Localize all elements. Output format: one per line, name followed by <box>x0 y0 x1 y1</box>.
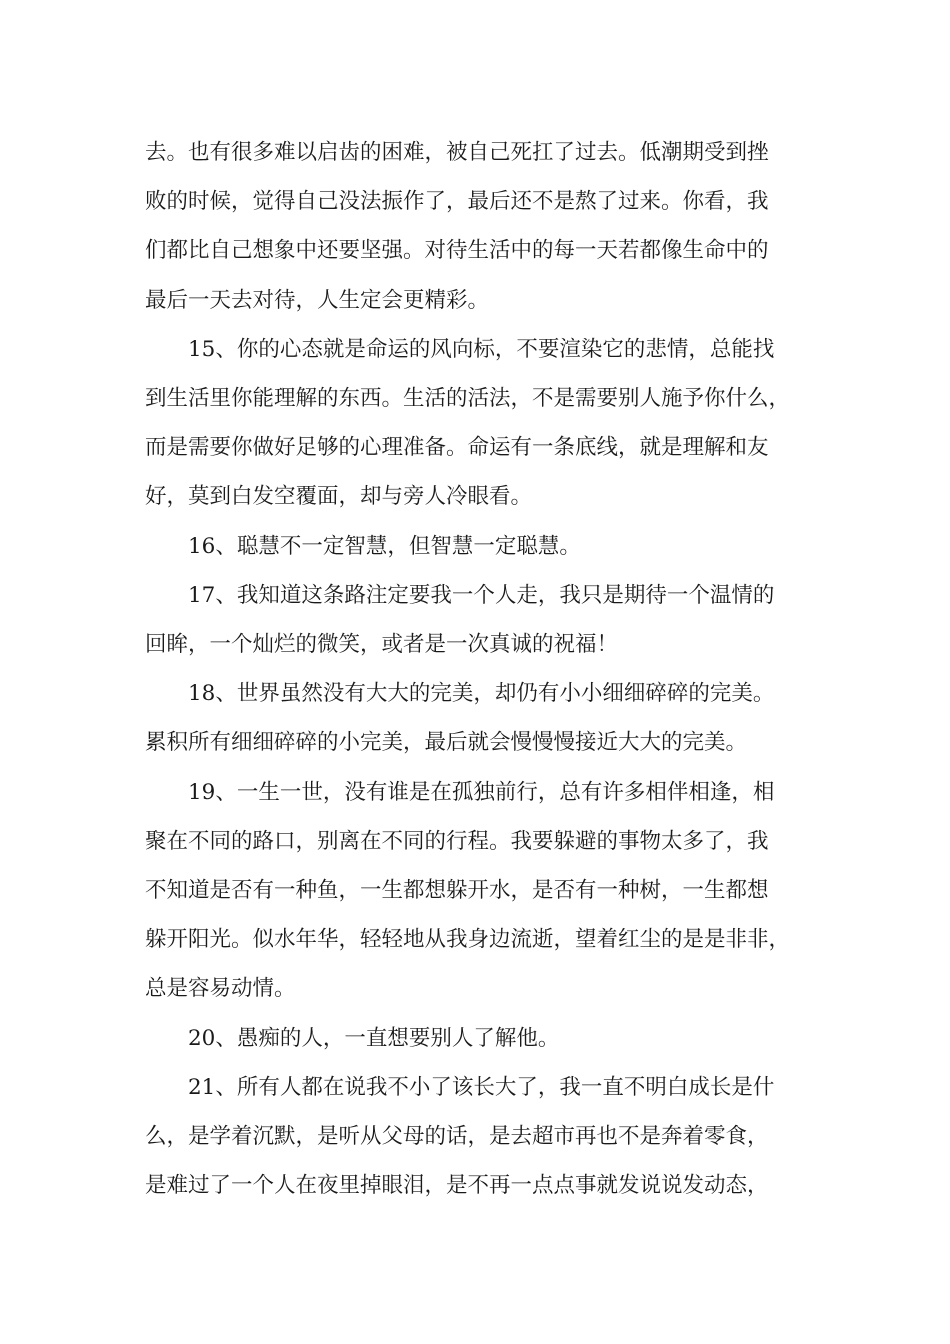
text-line: 不知道是否有一种鱼，一生都想躲开水，是否有一种树，一生都想 <box>145 878 769 904</box>
text-line: 20、愚痴的人，一直想要别人了解他。 <box>188 1025 560 1051</box>
text-line: 15、你的心态就是命运的风向标，不要渲染它的悲情，总能找 <box>188 336 775 362</box>
text-line: 回眸，一个灿烂的微笑，或者是一次真诚的祝福！ <box>145 632 619 658</box>
paragraph-21 <box>145 1063 825 1211</box>
text-line: 17、我知道这条路注定要我一个人走，我只是期待一个温情的 <box>188 582 775 608</box>
paragraph-19 <box>145 768 825 1014</box>
text-line: 18、世界虽然没有大大的完美，却仍有小小细细碎碎的完美。 <box>188 681 775 707</box>
paragraph-18 <box>145 669 825 767</box>
paragraph-continued <box>145 128 825 325</box>
text-line: 到生活里你能理解的东西。生活的活法，不是需要别人施予你什么， <box>145 386 791 412</box>
text-line: 好，莫到白发空覆面，却与旁人冷眼看。 <box>145 484 533 510</box>
text-line: 们都比自己想象中还要坚强。对待生活中的每一天若都像生命中的 <box>145 238 769 264</box>
text-line: 而是需要你做好足够的心理准备。命运有一条底线，就是理解和友 <box>145 435 769 461</box>
text-line: 去。也有很多难以启齿的困难，被自己死扛了过去。低潮期受到挫 <box>145 140 769 165</box>
text-line: 躲开阳光。似水年华，轻轻地从我身边流逝，望着红尘的是是非非， <box>145 927 791 953</box>
text-line: 总是容易动情。 <box>145 976 296 1002</box>
paragraph-17 <box>145 571 825 669</box>
text-line: 16、聪慧不一定智慧，但智慧一定聪慧。 <box>188 533 581 559</box>
document-body <box>145 128 825 1210</box>
text-line: 么，是学着沉默，是听从父母的话，是去超市再也不是奔着零食， <box>145 1124 769 1150</box>
paragraph-15 <box>145 325 825 522</box>
paragraph-16 <box>145 522 825 571</box>
text-line: 21、所有人都在说我不小了该长大了，我一直不明白成长是什 <box>188 1074 775 1100</box>
text-line: 聚在不同的路口，别离在不同的行程。我要躲避的事物太多了，我 <box>145 828 769 854</box>
paragraph-20 <box>145 1014 825 1063</box>
text-line: 累积所有细细碎碎的小完美，最后就会慢慢慢接近大大的完美。 <box>145 730 748 756</box>
text-line: 19、一生一世，没有谁是在孤独前行，总有许多相伴相逢，相 <box>188 779 775 805</box>
text-line: 败的时候，觉得自己没法振作了，最后还不是熬了过来。你看，我 <box>145 189 769 215</box>
text-line: 最后一天去对待，人生定会更精彩。 <box>145 287 490 313</box>
text-line: 是难过了一个人在夜里掉眼泪，是不再一点点事就发说说发动态， <box>145 1173 769 1199</box>
